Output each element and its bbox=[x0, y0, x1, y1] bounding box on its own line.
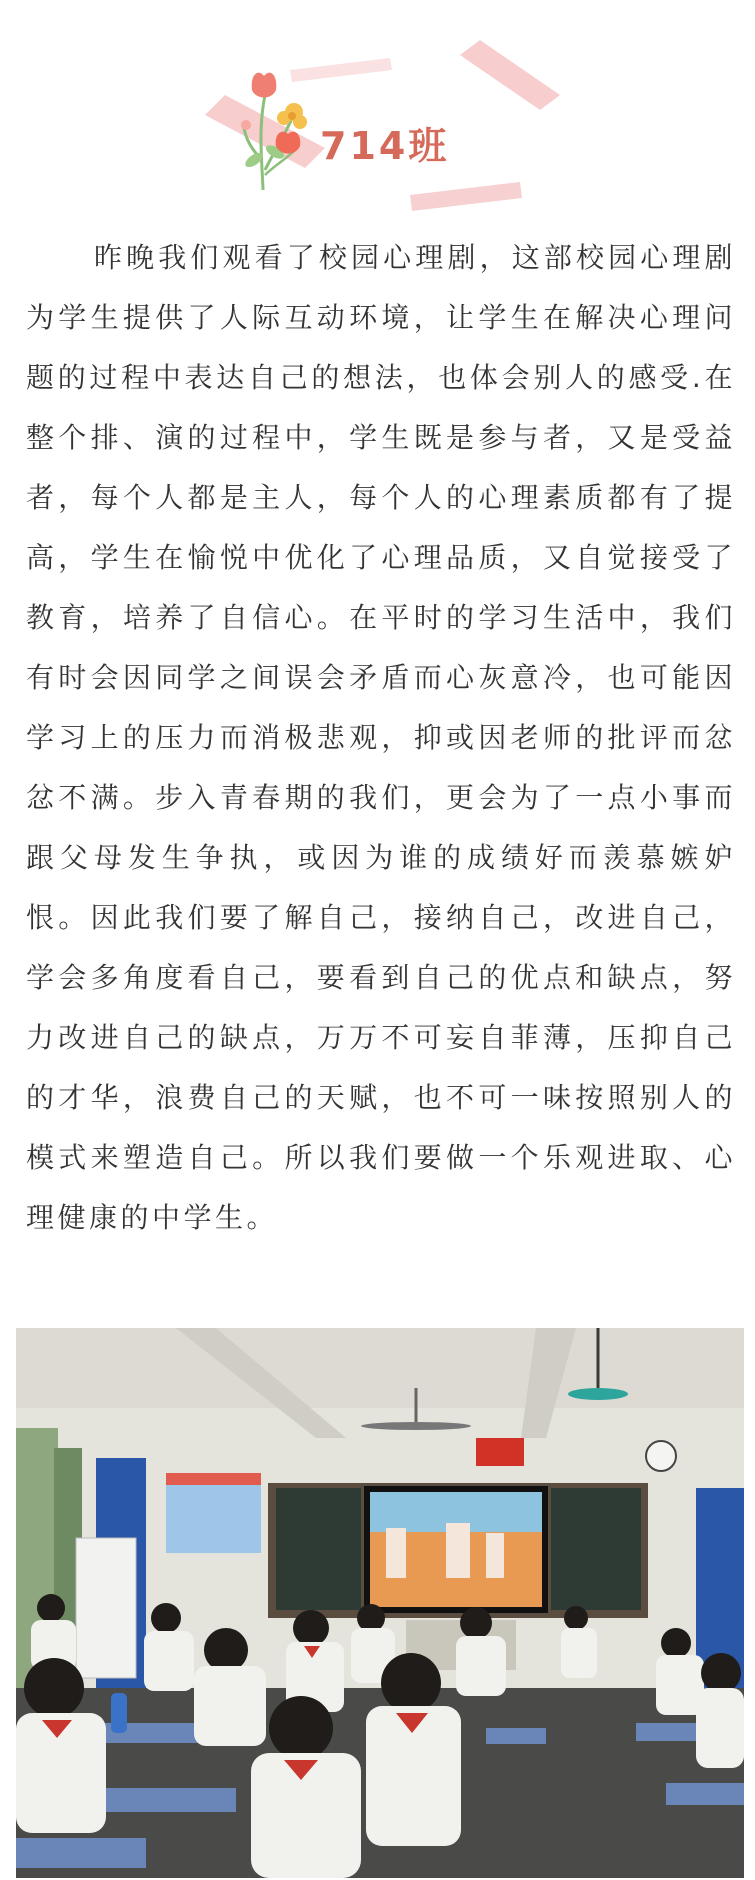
article-paragraph: 昨晚我们观看了校园心理剧，这部校园心理剧为学生提供了人际互动环境，让学生在解决心理问题的过程中表达自己的想法，也体会别人的感受.在整个排、演的过程中，学生既是参与者，又是受益者，每个人都是主人，每个人的心理素质都有了提高，学生在愉悦中优化了心理品质，又自觉接受了教育，培养了自信心。在平时的学习生活中，我们有时会因同学之间误会矛盾而心灰意冷，也可能因学习上的压力而消极悲观，抑或因老师的批评而忿忿不满。步入青春期的我们，更会为了一点小事而跟父母发生争执，或因为谁的成绩好而羡慕嫉妒恨。因此我们要了解自己，接纳自己，改进自己，学会多角度看自己，要看到自己的优点和缺点，努力改进自己的缺点，万万不可妄自菲薄，压抑自己的才华，浪费自己的天赋，也不可一味按照别人的模式来塑造自己。所以我们要做一个乐观进取、心理健康的中学生。 bbox=[26, 241, 736, 1234]
classroom-photo bbox=[16, 1328, 744, 1878]
header-banner bbox=[0, 0, 755, 230]
class-title: 714班 bbox=[320, 124, 450, 168]
